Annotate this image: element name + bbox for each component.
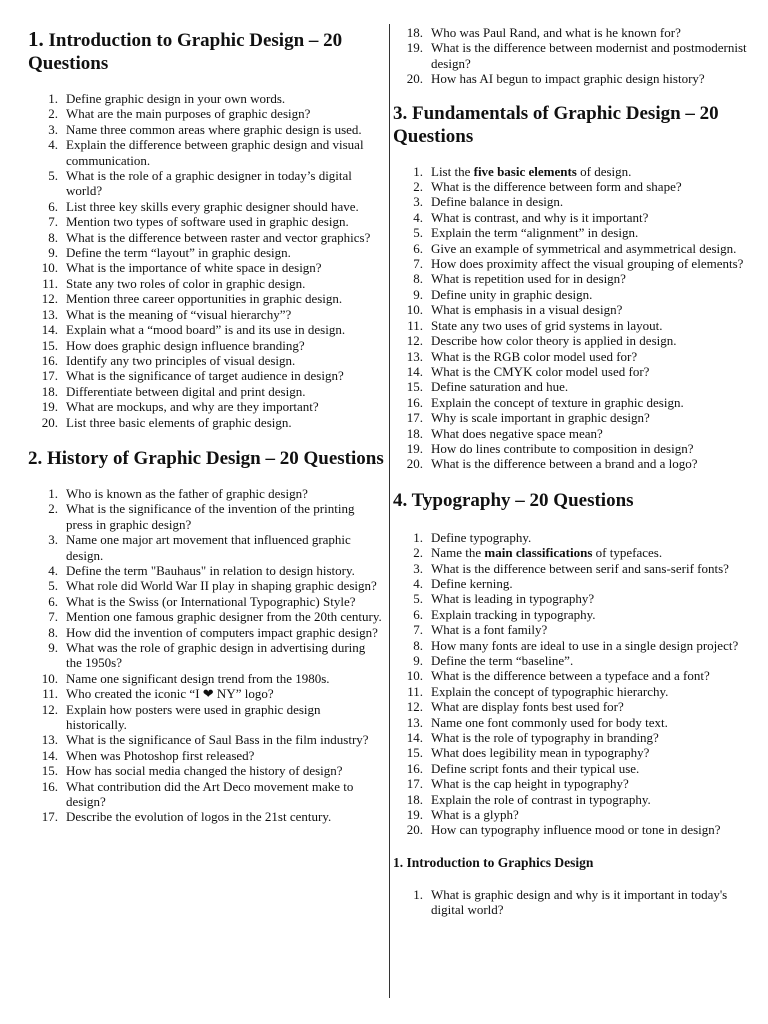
question-text: Define unity in graphic design. xyxy=(431,286,593,302)
question-number: 1. xyxy=(413,163,423,179)
question-item xyxy=(393,410,753,425)
question-number: 12. xyxy=(41,701,58,717)
question-number: 8. xyxy=(48,229,58,245)
question-number: 18. xyxy=(406,791,423,807)
question-item xyxy=(28,91,384,106)
question-number: 19. xyxy=(406,40,423,56)
question-number: 1. xyxy=(413,529,423,545)
question-item xyxy=(393,699,753,714)
question-number: 6. xyxy=(413,606,423,622)
question-item xyxy=(393,318,753,333)
question-text: Define the term “baseline”. xyxy=(431,653,574,668)
question-number: 10. xyxy=(41,260,58,276)
question-item xyxy=(393,668,753,683)
question-text: How has AI begun to impact graphic design history? xyxy=(431,71,705,87)
question-text: List the five basic elements of design. xyxy=(431,163,632,179)
question-text: What is the significance of Saul Bass in the film industry? xyxy=(66,732,369,748)
question-number: 10. xyxy=(41,670,58,686)
question-number: 12. xyxy=(406,333,423,349)
question-text: Define saturation and hue. xyxy=(431,379,569,395)
question-text: State any two uses of grid systems in layout. xyxy=(431,317,663,333)
question-number: 18. xyxy=(406,425,423,441)
question-number: 12. xyxy=(406,699,423,715)
question-item xyxy=(393,653,753,668)
question-number: 8. xyxy=(413,637,423,653)
question-item xyxy=(393,776,753,791)
question-text: Differentiate between digital and print design. xyxy=(66,383,306,399)
question-item xyxy=(28,578,384,593)
question-item xyxy=(28,260,384,275)
question-number: 18. xyxy=(41,383,58,399)
question-item xyxy=(393,807,753,822)
question-text: What is repetition used for in design? xyxy=(431,271,626,287)
question-number: 7. xyxy=(48,609,58,625)
question-number: 16. xyxy=(41,352,58,368)
question-item xyxy=(28,625,384,640)
question-number: 17. xyxy=(41,368,58,384)
question-number: 4. xyxy=(413,575,423,591)
question-number: 5. xyxy=(48,168,58,184)
question-item xyxy=(393,395,753,410)
question-number: 6. xyxy=(48,593,58,609)
question-item xyxy=(393,730,753,745)
question-item xyxy=(393,349,753,364)
question-text: Explain the concept of texture in graphic design. xyxy=(431,394,684,410)
question-item xyxy=(393,256,753,271)
question-item xyxy=(28,338,384,353)
question-number: 6. xyxy=(48,198,58,214)
question-number: 8. xyxy=(413,271,423,287)
question-item xyxy=(393,271,753,286)
question-item xyxy=(28,702,384,733)
question-text: Identify any two principles of visual design. xyxy=(66,352,296,368)
question-number: 17. xyxy=(406,410,423,426)
question-item xyxy=(28,640,384,671)
question-number: 15. xyxy=(41,763,58,779)
column-divider xyxy=(389,24,390,998)
question-text: What role did World War II play in shaping graphic design? xyxy=(66,578,377,594)
question-item xyxy=(28,106,384,121)
question-number: 3. xyxy=(48,121,58,137)
question-item xyxy=(28,353,384,368)
question-number: 14. xyxy=(406,730,423,746)
section-1-number: 1. xyxy=(28,27,44,51)
question-number: 15. xyxy=(406,745,423,761)
question-number: 19. xyxy=(41,399,58,415)
question-item xyxy=(393,607,753,622)
question-number: 5. xyxy=(413,591,423,607)
question-item xyxy=(28,671,384,686)
question-number: 20. xyxy=(41,414,58,430)
question-text: What is the CMYK color model used for? xyxy=(431,363,650,379)
question-item xyxy=(28,245,384,260)
question-text: What does negative space mean? xyxy=(431,425,603,441)
question-number: 5. xyxy=(413,225,423,241)
question-text: Mention two types of software used in graphic design. xyxy=(66,214,349,230)
question-number: 1. xyxy=(413,886,423,902)
question-text: What is the role of a graphic designer in today’s digital world? xyxy=(66,168,352,199)
question-text: Name the main classifications of typefaces. xyxy=(431,545,663,561)
question-item xyxy=(393,426,753,441)
question-text: When was Photoshop first released? xyxy=(66,747,255,763)
question-item xyxy=(28,748,384,763)
section-5-question-list xyxy=(393,887,753,918)
section-2-question-list xyxy=(28,486,384,825)
question-text: Why is scale important in graphic design? xyxy=(431,410,650,426)
question-text: What was the role of graphic design in advertising during the 1950s? xyxy=(66,640,366,671)
question-number: 4. xyxy=(48,562,58,578)
question-item xyxy=(28,199,384,214)
question-text: What is the difference between form and shape? xyxy=(431,179,682,195)
question-item xyxy=(393,545,753,560)
question-number: 4. xyxy=(48,137,58,153)
question-number: 2. xyxy=(48,501,58,517)
question-text: What is leading in typography? xyxy=(431,591,595,607)
question-item xyxy=(393,715,753,730)
question-number: 18. xyxy=(406,25,423,40)
question-item xyxy=(393,210,753,225)
question-text: What is the difference between a brand and a logo? xyxy=(431,456,698,472)
question-item xyxy=(28,732,384,747)
question-number: 19. xyxy=(406,807,423,823)
question-text: What is the cap height in typography? xyxy=(431,776,629,792)
question-number: 1. xyxy=(48,91,58,106)
question-number: 7. xyxy=(413,256,423,272)
question-item xyxy=(28,214,384,229)
question-text: What is the significance of the invention of the printing press in graphic design? xyxy=(66,501,355,532)
section-4-title: 4. Typography – 20 Questions xyxy=(393,489,634,511)
question-item xyxy=(393,302,753,317)
question-number: 14. xyxy=(41,747,58,763)
section-1-title-text: Introduction to Graphic Design – 20 Questions xyxy=(28,30,343,74)
question-item xyxy=(28,322,384,337)
question-text: What are display fonts best used for? xyxy=(431,699,624,715)
question-number: 6. xyxy=(413,240,423,256)
question-text: Describe how color theory is applied in design. xyxy=(431,333,677,349)
question-item xyxy=(393,179,753,194)
question-item xyxy=(28,230,384,245)
question-item xyxy=(28,368,384,383)
question-text: What is the significance of target audience in design? xyxy=(66,368,344,384)
question-item xyxy=(28,501,384,532)
question-number: 2. xyxy=(48,106,58,122)
question-text: What is the difference between serif and sans-serif fonts? xyxy=(431,560,729,576)
question-item xyxy=(28,122,384,137)
question-text: What is the Swiss (or International Typographic) Style? xyxy=(66,593,356,609)
section-1-question-list xyxy=(28,91,384,430)
question-item xyxy=(28,763,384,778)
question-item xyxy=(393,530,753,545)
question-number: 9. xyxy=(48,640,58,655)
question-text: Name three common areas where graphic design is used. xyxy=(66,121,362,137)
question-text: State any two roles of color in graphic design. xyxy=(66,275,306,291)
question-item xyxy=(393,71,753,86)
question-number: 12. xyxy=(41,291,58,307)
question-number: 9. xyxy=(413,286,423,302)
question-item xyxy=(393,456,753,471)
question-number: 7. xyxy=(413,622,423,638)
question-number: 17. xyxy=(41,809,58,825)
question-text: What does legibility mean in typography? xyxy=(431,745,650,761)
question-number: 3. xyxy=(413,560,423,576)
question-item xyxy=(28,809,384,824)
question-text: What is the difference between raster and vector graphics? xyxy=(66,229,371,245)
question-text: What is graphic design and why is it important in today's digital world? xyxy=(431,886,728,918)
question-number: 11. xyxy=(407,683,423,699)
question-text: What is emphasis in a visual design? xyxy=(431,302,623,318)
question-number: 14. xyxy=(41,322,58,338)
question-number: 16. xyxy=(406,394,423,410)
question-number: 20. xyxy=(406,71,423,87)
question-number: 2. xyxy=(413,179,423,195)
question-text: Mention three career opportunities in graphic design. xyxy=(66,291,343,307)
section-5-title: 1. Introduction to Graphics Design xyxy=(393,854,594,870)
question-text: What is the difference between modernist and postmodernist design? xyxy=(431,40,747,71)
question-item xyxy=(393,287,753,302)
question-number: 20. xyxy=(406,456,423,472)
question-text: Mention one famous graphic designer from the 20th century. xyxy=(66,609,382,625)
question-number: 13. xyxy=(41,306,58,322)
section-2-question-list-continued xyxy=(393,25,753,87)
question-text: How does graphic design influence branding? xyxy=(66,337,305,353)
question-item xyxy=(28,779,384,810)
question-item xyxy=(28,686,384,701)
question-number: 10. xyxy=(406,668,423,684)
question-item xyxy=(28,384,384,399)
question-item xyxy=(28,563,384,578)
question-number: 15. xyxy=(41,337,58,353)
question-item xyxy=(393,792,753,807)
question-text: What is a font family? xyxy=(431,622,548,638)
right-column xyxy=(393,0,753,918)
left-column xyxy=(28,0,384,825)
question-number: 10. xyxy=(406,302,423,318)
question-text: What are mockups, and why are they important? xyxy=(66,399,319,415)
question-number: 3. xyxy=(48,532,58,548)
question-number: 1. xyxy=(48,485,58,501)
question-number: 13. xyxy=(406,348,423,364)
question-text: How many fonts are ideal to use in a single design project? xyxy=(431,637,739,653)
question-text: Give an example of symmetrical and asymmetrical design. xyxy=(431,240,737,256)
question-item xyxy=(28,486,384,501)
section-4-question-list xyxy=(393,530,753,838)
question-number: 8. xyxy=(48,624,58,640)
question-text: Explain tracking in typography. xyxy=(431,606,596,622)
question-item xyxy=(28,415,384,430)
section-1-title xyxy=(28,28,384,75)
question-item xyxy=(393,591,753,606)
question-text: Name one font commonly used for body text. xyxy=(431,714,668,730)
question-text: Explain how posters were used in graphic design historically. xyxy=(66,701,321,733)
question-item xyxy=(393,194,753,209)
question-text: What is the meaning of “visual hierarchy”? xyxy=(66,306,292,322)
question-text: Explain the role of contrast in typography. xyxy=(431,791,651,807)
question-number: 13. xyxy=(41,732,58,748)
question-number: 14. xyxy=(406,363,423,379)
question-text: Define script fonts and their typical use. xyxy=(431,760,640,776)
question-text: Define graphic design in your own words. xyxy=(66,91,286,106)
question-number: 5. xyxy=(48,578,58,594)
question-text: Who was Paul Rand, and what is he known for? xyxy=(431,25,681,40)
question-number: 11. xyxy=(407,317,423,333)
question-text: List three key skills every graphic designer should have. xyxy=(66,198,359,214)
question-number: 7. xyxy=(48,214,58,230)
question-text: Define the term "Bauhaus" in relation to design history. xyxy=(66,562,355,578)
question-text: Explain the difference between graphic design and visual communication. xyxy=(66,137,364,168)
question-text: Define balance in design. xyxy=(431,194,564,210)
question-text: How do lines contribute to composition in design? xyxy=(431,440,694,456)
question-text: What is the importance of white space in design? xyxy=(66,260,322,276)
question-number: 13. xyxy=(406,714,423,730)
question-text: Define typography. xyxy=(431,529,532,545)
question-text: How has social media changed the history of design? xyxy=(66,763,343,779)
question-text: Define the term “layout” in graphic design. xyxy=(66,245,291,261)
question-number: 17. xyxy=(406,776,423,792)
question-number: 9. xyxy=(413,653,423,668)
question-item xyxy=(393,622,753,637)
question-text: What is the role of typography in branding? xyxy=(431,730,659,746)
question-item xyxy=(28,137,384,168)
question-item xyxy=(28,291,384,306)
question-text: Explain the concept of typographic hierarchy. xyxy=(431,683,669,699)
question-text: What is a glyph? xyxy=(431,807,519,823)
section-2-title: 2. History of Graphic Design – 20 Questions xyxy=(28,447,384,469)
question-number: 16. xyxy=(41,778,58,794)
question-text: List three basic elements of graphic design. xyxy=(66,414,292,430)
question-number: 15. xyxy=(406,379,423,395)
section-3-title: 3. Fundamentals of Graphic Design – 20 Questions xyxy=(393,102,719,147)
question-item xyxy=(393,225,753,240)
question-number: 11. xyxy=(42,275,58,291)
question-item xyxy=(393,745,753,760)
question-item xyxy=(393,241,753,256)
question-text: How can typography influence mood or tone in design? xyxy=(431,822,721,838)
question-item xyxy=(393,887,753,918)
question-text: What is the RGB color model used for? xyxy=(431,348,638,364)
question-text: Name one significant design trend from the 1980s. xyxy=(66,670,330,686)
question-text: What is contrast, and why is it important? xyxy=(431,209,649,225)
section-3-question-list xyxy=(393,164,753,472)
question-item xyxy=(393,40,753,71)
question-text: Name one major art movement that influenced graphic design. xyxy=(66,532,351,563)
question-item xyxy=(393,333,753,348)
question-item xyxy=(393,164,753,179)
question-number: 16. xyxy=(406,760,423,776)
question-text: What are the main purposes of graphic design? xyxy=(66,106,311,122)
question-item xyxy=(28,594,384,609)
question-item xyxy=(393,684,753,699)
question-item xyxy=(28,276,384,291)
question-text: What contribution did the Art Deco movement make to design? xyxy=(66,778,354,810)
question-item xyxy=(393,638,753,653)
question-item xyxy=(28,399,384,414)
question-item xyxy=(393,822,753,837)
question-number: 11. xyxy=(42,686,58,702)
question-number: 9. xyxy=(48,245,58,261)
question-text: Explain the term “alignment” in design. xyxy=(431,225,639,241)
question-item xyxy=(393,561,753,576)
question-text: What is the difference between a typeface and a font? xyxy=(431,668,710,684)
question-item xyxy=(28,307,384,322)
question-number: 4. xyxy=(413,209,423,225)
question-item xyxy=(393,761,753,776)
question-item xyxy=(28,532,384,563)
question-item xyxy=(393,441,753,456)
question-item xyxy=(393,25,753,40)
question-text: Define kerning. xyxy=(431,575,513,591)
question-item xyxy=(28,168,384,199)
question-number: 3. xyxy=(413,194,423,210)
question-number: 20. xyxy=(406,822,423,838)
question-text: Explain what a “mood board” is and its use in design. xyxy=(66,322,346,338)
question-item xyxy=(393,379,753,394)
question-text: How did the invention of computers impact graphic design? xyxy=(66,624,378,640)
question-text: Who is known as the father of graphic design? xyxy=(66,485,308,501)
question-text: Describe the evolution of logos in the 21st century. xyxy=(66,809,332,825)
question-text: How does proximity affect the visual grouping of elements? xyxy=(431,256,744,272)
question-text: Who created the iconic “I ❤ NY” logo? xyxy=(66,686,274,702)
question-number: 19. xyxy=(406,440,423,456)
question-item xyxy=(393,576,753,591)
question-number: 2. xyxy=(413,545,423,561)
question-item xyxy=(28,609,384,624)
question-item xyxy=(393,364,753,379)
